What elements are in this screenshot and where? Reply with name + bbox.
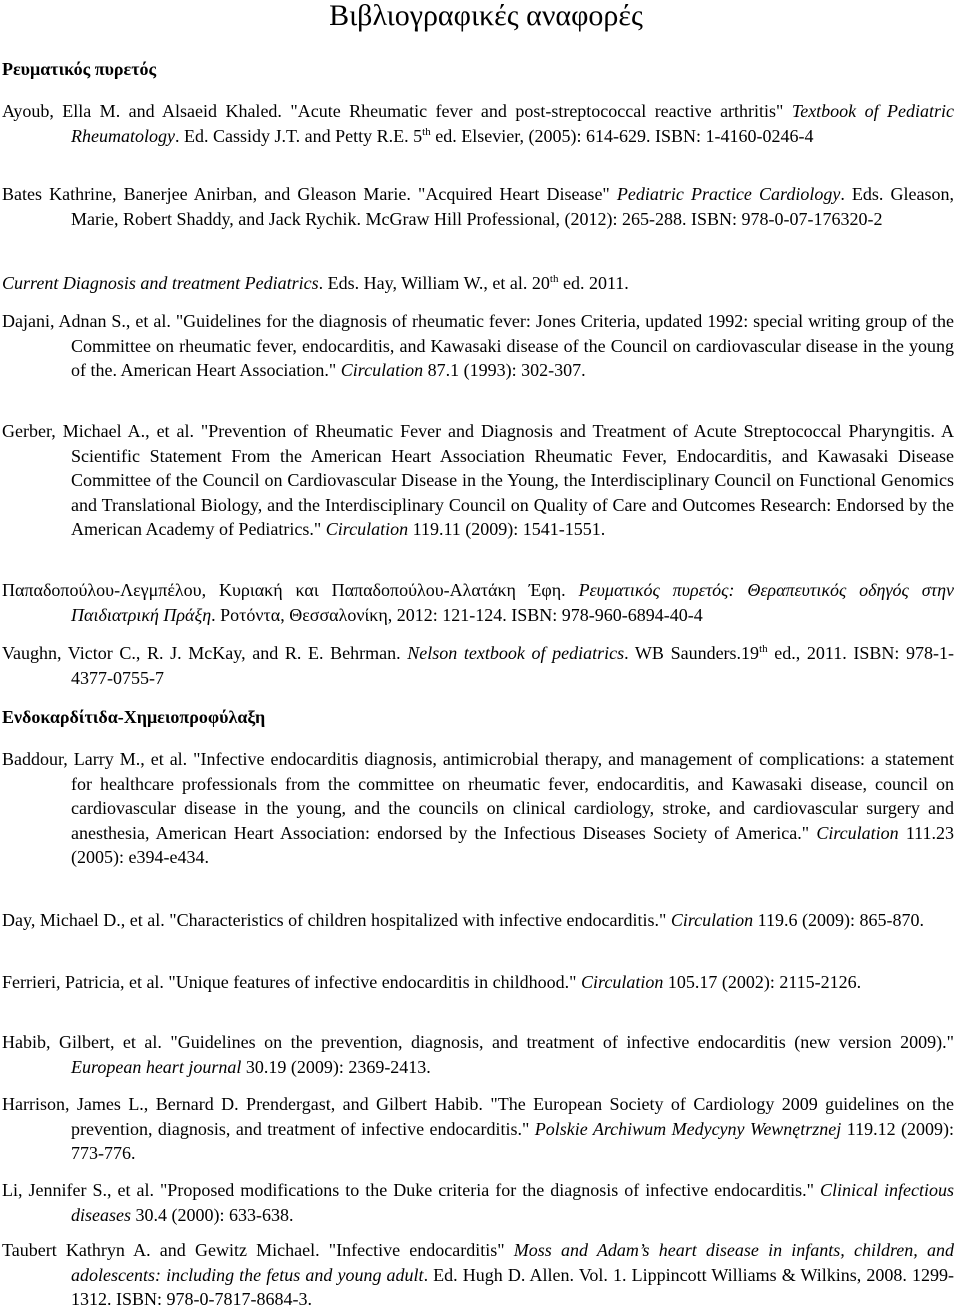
reference-entry: Παπαδοπούλου-Λεγμπέλου, Κυριακή και Παπαδοπούλου-Αλατάκη Έφη. Ρευματικός πυρετός: Θεραπευτικός οδηγός στην Παιδιατρική Πράξη. Ροτόντα, Θεσσαλονίκη, 2012: 121-124. ISBN: 978-960-6894-40-4 (2, 580, 955, 625)
reference-entry: Ayoub, Ella M. and Alsaeid Khaled. "Acute Rheumatic fever and post-streptococcal reactive arthritis" Textbook of Pediatric Rheumatology. Ed. Cassidy J.T. and Petty R.E. 5th ed. Elsevier, (2005): 614-629. ISBN: 1-4160-0246-4 (2, 101, 955, 146)
page-title: Βιβλιογραφικές αναφορές (329, 0, 643, 32)
reference-entry: Dajani, Adnan S., et al. "Guidelines for the diagnosis of rheumatic fever: Jones Criteria, updated 1992: special writing group of the Committee on rheumatic fever, endocarditis, and Kawasaki disease of the Council on cardiovascular disease in the young of the. American Heart Association." Circulation 87.1 (1993): 302-307. (2, 311, 954, 380)
reference-entry: Vaughn, Victor C., R. J. McKay, and R. E. Behrman. Nelson textbook of pediatrics. WB Saunders.19th ed., 2011. ISBN: 978-1-4377-0755-7 (2, 643, 954, 688)
reference-entry: Gerber, Michael A., et al. "Prevention of Rheumatic Fever and Diagnosis and Treatment of Acute Streptococcal Pharyngitis. A Scientific Statement From the American Heart Association Rheumatic Fever, Endocarditis, and Kawasaki Disease Committee of the Council on Cardiovascular Disease in the Young, the Interdisciplinary Council on Functional Genomics and Translational Biology, and the Interdisciplinary Council on Quality of Care and Outcomes Research: Endorsed by the American Academy of Pediatrics." Circulation 119.11 (2009): 1541-1551. (2, 421, 954, 539)
reference-entry: Ferrieri, Patricia, et al. "Unique features of infective endocarditis in childhood." Circulation 105.17 (2002): 2115-2126. (2, 972, 862, 992)
reference-entry: Li, Jennifer S., et al. "Proposed modifications to the Duke criteria for the diagnosis of infective endocarditis." Clinical infectious diseases 30.4 (2000): 633-638. (2, 1180, 954, 1225)
section-heading-rheumatic-fever: Ρευματικός πυρετός (2, 59, 157, 79)
reference-entry: Bates Kathrine, Banerjee Anirban, and Gleason Marie. "Acquired Heart Disease" Pediatric Practice Cardiology. Eds. Gleason, Marie, Robert Shaddy, and Jack Rychik. McGraw Hill Professional, (2012): 265-288. ISBN: 978-0-07-176320-2 (2, 184, 955, 229)
reference-entry: Taubert Kathryn A. and Gewitz Michael. "Infective endocarditis" Moss and Adam’s heart disease in infants, children, and adolescents: including the fetus and young adult. Ed. Hugh D. Allen. Vol. 1. Lippincott Williams & Wilkins, 2008. 1299-1312. ISBN: 978-0-7817-8684-3. (2, 1240, 954, 1309)
reference-entry: Habib, Gilbert, et al. "Guidelines on the prevention, diagnosis, and treatment of infective endocarditis (new version 2009)." European heart journal 30.19 (2009): 2369-2413. (2, 1032, 954, 1077)
reference-entry: Harrison, James L., Bernard D. Prendergast, and Gilbert Habib. "The European Society of Cardiology 2009 guidelines on the prevention, diagnosis, and treatment of infective endocarditis." Polskie Archiwum Medycyny Wewnętrznej 119.12 (2009): 773-776. (2, 1094, 955, 1163)
section-heading-endocarditis: Ενδοκαρδίτιδα-Χημειοπροφύλαξη (2, 707, 266, 727)
reference-entry: Baddour, Larry M., et al. "Infective endocarditis diagnosis, antimicrobial therapy, and management of complications: a statement for healthcare professionals from the committee on rheumatic fever, endocarditis, and Kawasaki disease, council on cardiovascular disease in the young, and the councils on clinical cardiology, stroke, and cardiovascular surgery and anesthesia, American Heart Association: endorsed by the Infectious Diseases Society of America." Circulation 111.23 (2005): e394-e434. (2, 749, 955, 867)
reference-entry: Day, Michael D., et al. "Characteristics of children hospitalized with infective endocarditis." Circulation 119.6 (2009): 865-870. (2, 910, 924, 930)
reference-entry: Current Diagnosis and treatment Pediatrics. Eds. Hay, William W., et al. 20th ed. 2011. (2, 273, 629, 293)
